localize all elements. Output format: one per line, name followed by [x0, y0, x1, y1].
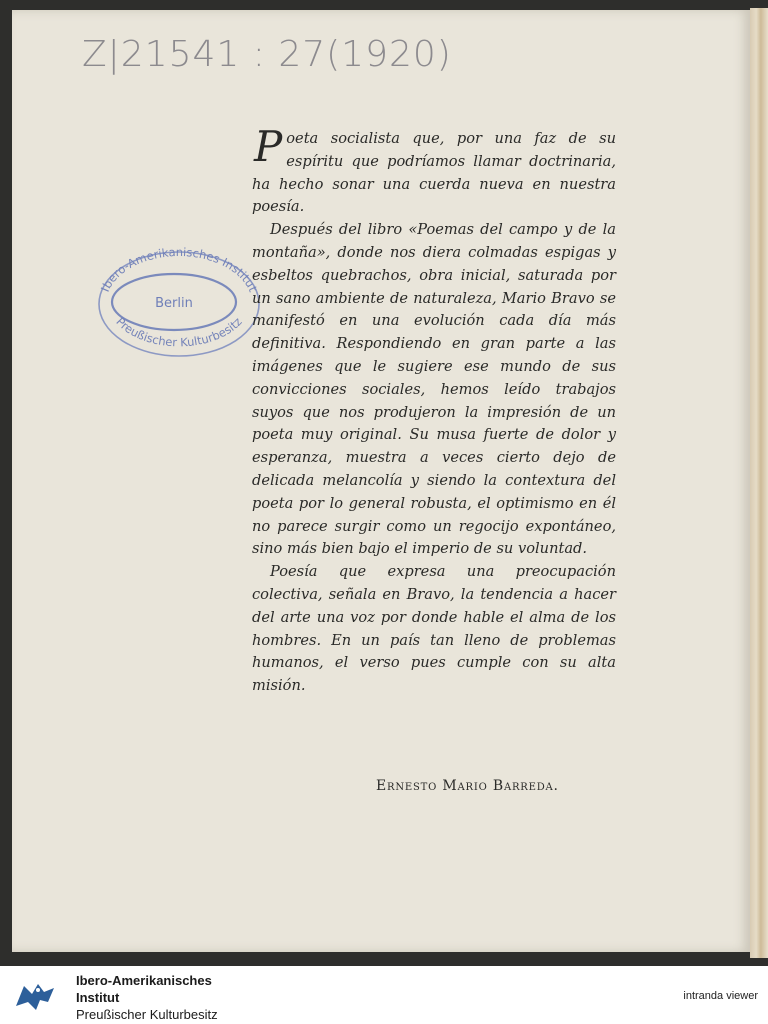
paragraph-3: Poesía que expresa una preocupación colectiva, señala en Bravo, la tendencia a hacer del arte una voz por donde hable el alma de los hombres. En un país tan lleno de problemas humanos, el verso pues cumple con su alta misión. — [252, 563, 616, 695]
paragraph-2: Después del libro «Poemas del campo y de la montaña», donde nos diera colmadas espigas y esbeltos quebrachos, obra inicial, saturada por un sano ambiente de naturaleza, Mario Bravo se manifestó en una evolución cada día más definitiva. Respondiendo en gran parte a las imágenes que le sugiere ese mundo de sus convicciones sociales, hemos leído trabajos suyos que nos produjeron la impresión de un poeta muy original. Su musa fuerte de dolor y esperanza, muestra a veces cierto dejo de delicada melancolía y siendo la contextura del poeta por lo general robusta, el optimismo en él no parece surgir como un regocijo expontáneo, sino más bien bajo el imperio de su voluntad. — [252, 221, 616, 558]
stamp-top-text: Ibero-Amerikanisches Institut — [97, 244, 261, 294]
library-stamp — [94, 242, 264, 360]
institute-line-1: Ibero-Amerikanisches — [76, 973, 212, 988]
institute-line-3: Preußischer Kulturbesitz — [76, 1007, 218, 1022]
drop-cap: P — [254, 122, 283, 171]
viewer-credit-link[interactable]: intranda viewer — [683, 990, 758, 1002]
stamp-bottom-text: Preußischer Kulturbesitz — [113, 314, 245, 350]
institute-logo[interactable] — [10, 976, 60, 1016]
author-signature: Ernesto Mario Barreda. — [376, 778, 559, 794]
svg-text:Preußischer Kulturbesitz — [113, 315, 244, 350]
institute-line-2: Institut — [76, 990, 120, 1005]
paragraph-1-text: oeta socialista que, por una faz de su espíritu que podríamos llamar doctrinaria, ha hecho sonar una cuerda nueva en nuestra poesía. — [252, 130, 616, 216]
viewer-footer — [0, 966, 768, 1024]
institute-name[interactable] — [76, 972, 218, 1023]
paragraph-1 — [252, 122, 616, 219]
stamp-center-text: Berlin — [155, 296, 193, 311]
body-text — [252, 122, 616, 698]
page-edge — [750, 8, 768, 958]
eagle-logo-icon — [10, 976, 60, 1016]
stamp-icon — [94, 242, 264, 360]
shelfmark-handwriting: Z|21541 : 27(1920) — [82, 34, 452, 75]
